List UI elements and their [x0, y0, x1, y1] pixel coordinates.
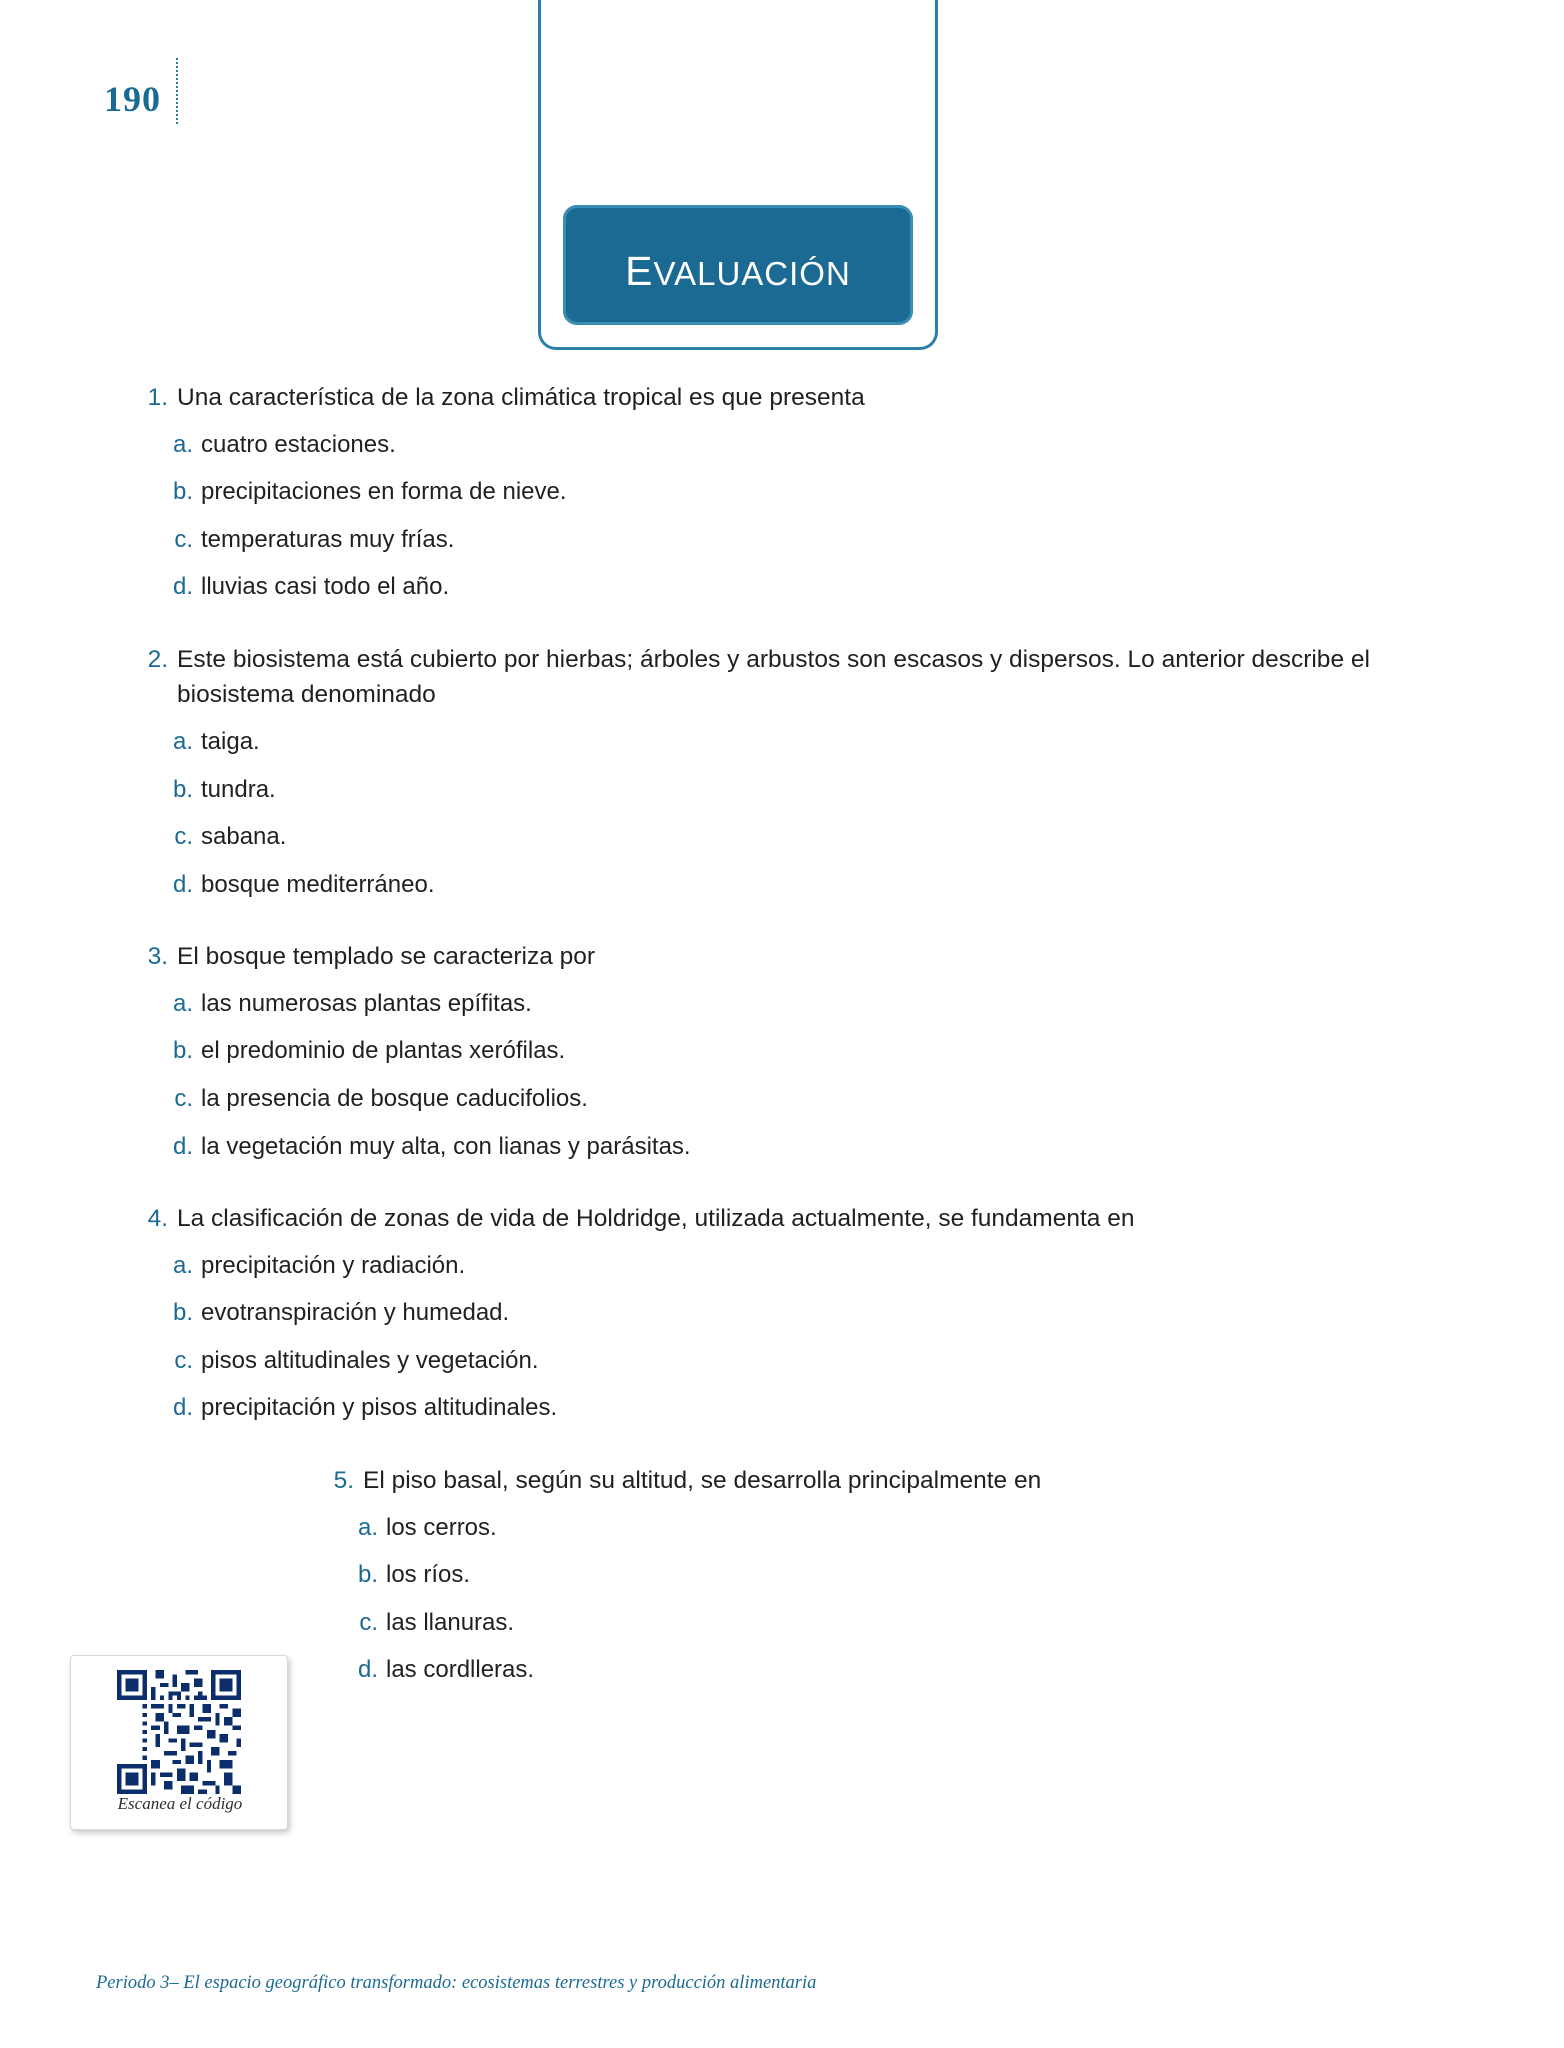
footer-text: Periodo 3– El espacio geográfico transformado: ecosistemas terrestres y producción alimentaria	[96, 1973, 817, 1993]
option-text: la presencia de bosque caducifolios.	[201, 1085, 588, 1112]
option-letter: c.	[359, 1608, 378, 1636]
qr-caption: Escanea el código	[117, 1794, 243, 1813]
option-letter: a.	[357, 1513, 378, 1541]
option-text: tundra.	[201, 775, 276, 803]
option-text: taiga.	[201, 727, 260, 755]
question-number: 1.	[147, 384, 168, 411]
question-text: Una característica de la zona climática tropical es que presenta	[177, 384, 865, 411]
answer-option[interactable]	[0, 1296, 1564, 1330]
question-block	[0, 1463, 1564, 1687]
page-title: evaluación	[625, 232, 851, 298]
answer-option[interactable]	[0, 523, 1564, 557]
question-text: La clasificación de zonas de vida de Holdridge, utilizada actualmente, se fundamenta en	[177, 1205, 1135, 1233]
question-number: 2.	[147, 645, 168, 673]
answer-option[interactable]	[0, 820, 1564, 854]
option-letter: b.	[172, 478, 193, 506]
option-letter: a.	[172, 727, 193, 755]
answer-option[interactable]	[0, 475, 1564, 509]
qr-code-icon[interactable]	[104, 1670, 254, 1794]
option-letter: b.	[172, 1037, 193, 1065]
question-text: Este biosistema está cubierto por hierbas; árboles y arbustos son escasos y dispersos. Lo anterior describe el biosistema denominado	[177, 645, 1370, 709]
question-block	[0, 642, 1564, 901]
options-list	[0, 987, 1564, 1163]
option-letter: d.	[172, 870, 193, 898]
option-text: la vegetación muy alta, con lianas y parásitas.	[201, 1132, 691, 1160]
answer-option[interactable]	[0, 1558, 1564, 1592]
question-block	[0, 380, 1564, 604]
option-text: las cordlleras.	[386, 1656, 535, 1684]
option-letter: a.	[172, 430, 193, 458]
options-list	[0, 725, 1564, 901]
option-letter: a.	[172, 1251, 193, 1279]
option-letter: c.	[174, 525, 193, 553]
answer-option[interactable]	[0, 1344, 1564, 1378]
option-text: las numerosas plantas epífitas.	[201, 989, 532, 1017]
option-text: los ríos.	[386, 1561, 471, 1589]
option-letter: c.	[174, 1085, 193, 1112]
option-text: precipitación y pisos altitudinales.	[201, 1394, 558, 1422]
answer-option[interactable]	[0, 1606, 1564, 1640]
option-letter: d.	[357, 1656, 378, 1684]
question-number: 5.	[333, 1467, 354, 1495]
option-text: lluvias casi todo el año.	[201, 573, 450, 601]
questions-list	[0, 380, 1564, 1725]
qr-code-card[interactable]	[70, 1655, 288, 1830]
options-list	[0, 1249, 1564, 1425]
section-title-container	[538, 0, 938, 355]
answer-option[interactable]	[0, 868, 1564, 902]
option-text: los cerros.	[386, 1513, 497, 1541]
section-title-badge	[563, 205, 913, 325]
answer-option[interactable]	[0, 725, 1564, 759]
option-text: sabana.	[201, 823, 287, 851]
answer-option[interactable]	[0, 1082, 1564, 1116]
option-letter: b.	[357, 1561, 378, 1589]
option-letter: a.	[172, 989, 193, 1017]
option-text: las llanuras.	[386, 1608, 515, 1636]
option-letter: c.	[174, 823, 193, 851]
option-letter: c.	[174, 1346, 193, 1374]
question-row	[0, 1463, 1564, 1499]
option-text: temperaturas muy frías.	[201, 525, 455, 553]
answer-option[interactable]	[0, 1034, 1564, 1068]
option-letter: b.	[172, 775, 193, 803]
option-text: el predominio de plantas xerófilas.	[201, 1037, 566, 1065]
question-block	[0, 1201, 1564, 1425]
answer-option[interactable]	[0, 1391, 1564, 1425]
answer-option[interactable]	[0, 1130, 1564, 1164]
option-text: bosque mediterráneo.	[201, 870, 435, 898]
answer-option[interactable]	[0, 1511, 1564, 1545]
option-letter: b.	[172, 1299, 193, 1327]
option-text: evotranspiración y humedad.	[201, 1299, 510, 1327]
question-row	[0, 380, 1564, 416]
answer-option[interactable]	[0, 1249, 1564, 1283]
question-row	[0, 1201, 1564, 1237]
question-row	[0, 642, 1564, 713]
option-text: precipitaciones en forma de nieve.	[201, 478, 567, 506]
option-letter: d.	[172, 1132, 193, 1160]
question-number: 3.	[147, 943, 168, 971]
question-row	[0, 939, 1564, 975]
question-number: 4.	[147, 1205, 168, 1233]
option-letter: d.	[172, 573, 193, 601]
option-letter: d.	[172, 1394, 193, 1422]
option-text: precipitación y radiación.	[201, 1251, 466, 1279]
page-number-divider	[176, 58, 178, 124]
answer-option[interactable]	[0, 987, 1564, 1021]
answer-option[interactable]	[0, 773, 1564, 807]
page-number: 190	[104, 79, 161, 119]
question-block	[0, 939, 1564, 1163]
question-text: El bosque templado se caracteriza por	[177, 943, 596, 971]
answer-option[interactable]	[0, 428, 1564, 462]
options-list	[0, 428, 1564, 604]
option-text: cuatro estaciones.	[201, 430, 396, 458]
option-text: pisos altitudinales y vegetación.	[201, 1346, 539, 1374]
answer-option[interactable]	[0, 570, 1564, 604]
question-text: El piso basal, según su altitud, se desarrolla principalmente en	[363, 1467, 1042, 1495]
